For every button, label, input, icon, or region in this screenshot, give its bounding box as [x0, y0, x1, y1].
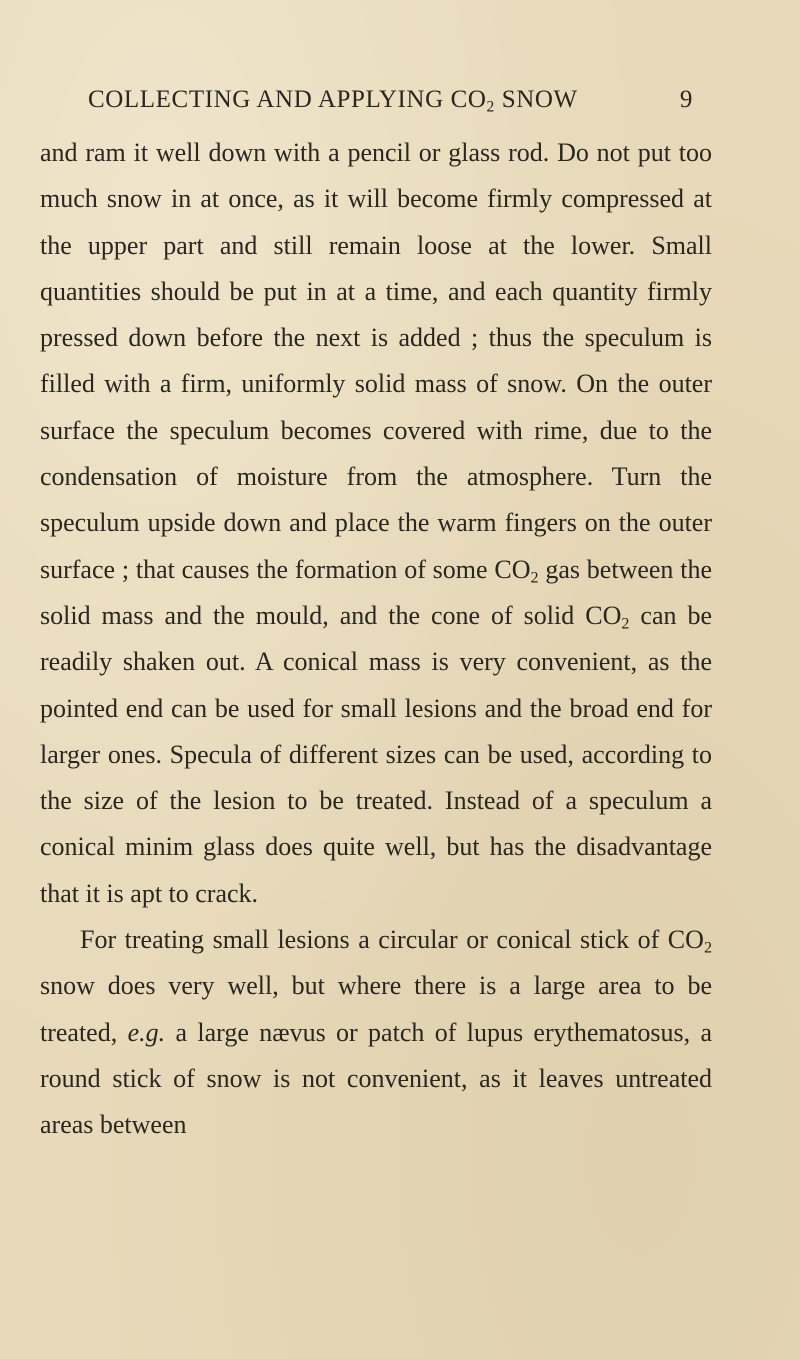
- subscript: 2: [703, 939, 712, 957]
- running-title-text: COLLECTING AND APPLYING CO: [88, 86, 487, 113]
- text-segment: gas between the solid mass and the mould, and the cone of solid CO: [40, 554, 712, 630]
- text-segment: can be readily shaken out. A conical mass is very convenient, as the pointed end can be used for small lesions and the broad end for larger ones. Specula of different sizes can be used, according to the size of the lesion to be treated. Instead of a speculum a conical minim glass does quite well, but has the disadvantage that it is apt to crack.: [40, 600, 713, 908]
- subscript: 2: [530, 569, 539, 587]
- subscript: 2: [621, 615, 630, 633]
- body-text: [40, 130, 712, 1149]
- paragraph: [40, 917, 712, 1148]
- italic-text: e.g.: [127, 1017, 166, 1047]
- running-title: [88, 80, 578, 120]
- text-segment: For treating small lesions a circular or conical stick of CO: [80, 925, 704, 955]
- page-number: 9: [679, 86, 693, 113]
- running-head: [88, 80, 693, 120]
- text-segment: a large nævus or patch of lupus erythematosus, a round stick of snow is not convenient, as it leaves untreated areas between: [40, 1017, 712, 1140]
- text-segment: and ram it well down with a pencil or glass rod. Do not put too much snow in at once, as it will become firmly compressed at the upper part and still remain loose at the lower. Small quantities should be put in at a time, and each quantity firmly pressed down before the next is added ; thus the speculum is filled with a firm, uniformly solid mass of snow. On the outer surface the speculum becomes covered with rime, due to the condensation of moisture from the atmosphere. Turn the speculum upside down and place the warm fingers on the outer surface ; that causes the formation of some CO: [40, 138, 712, 584]
- text-segment: snow does very well, but where there is a large area to be treated,: [40, 971, 712, 1047]
- running-title-subscript: 2: [486, 98, 495, 116]
- paragraph-continued: [40, 130, 712, 917]
- running-title-text-end: SNOW: [494, 86, 578, 113]
